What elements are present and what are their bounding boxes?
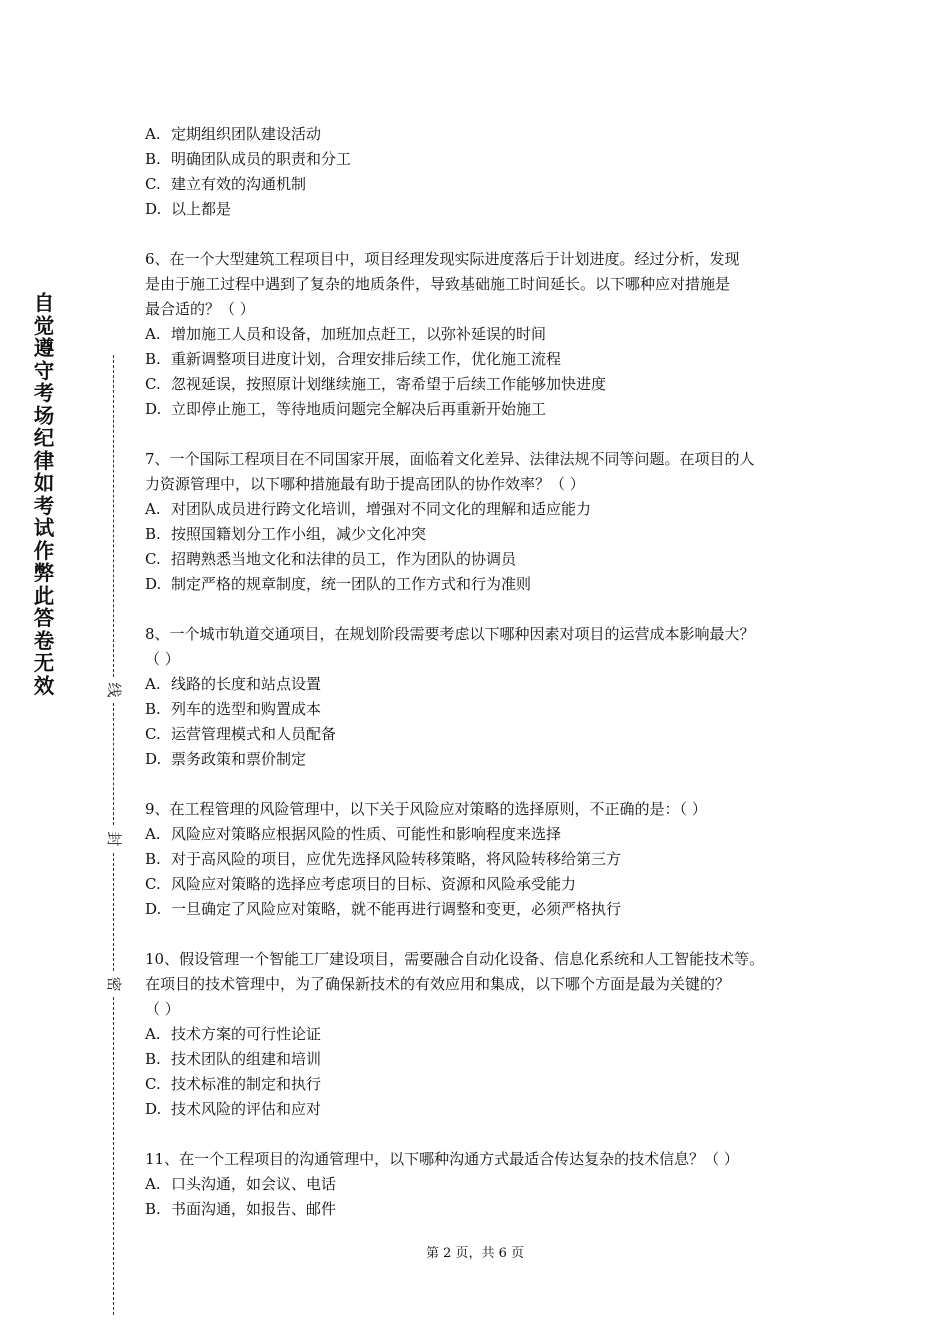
option-letter: A. — [145, 825, 161, 843]
option-letter: C. — [145, 550, 161, 568]
option-text: 重新调整项目进度计划，合理安排后续工作，优化施工流程 — [171, 350, 562, 368]
option-letter: C. — [145, 875, 161, 893]
question-stem — [145, 247, 825, 322]
stem-line: 7、一个国际工程项目在不同国家开展，面临着文化差异、法律法规不同等问题。在项目的人 — [145, 450, 755, 468]
option-line — [145, 672, 825, 697]
option-line — [145, 897, 825, 922]
option-text: 增加施工人员和设备，加班加点赶工，以弥补延误的时间 — [171, 325, 547, 343]
option-text: 技术方案的可行性论证 — [171, 1025, 322, 1043]
option-letter: D. — [145, 750, 162, 768]
option-letter: D. — [145, 400, 162, 418]
option-text: 对于高风险的项目，应优先选择风险转移策略，将风险转移给第三方 — [171, 850, 622, 868]
option-line — [145, 572, 825, 597]
option-text: 书面沟通，如报告、邮件 — [171, 1200, 337, 1218]
option-letter: A. — [145, 500, 161, 518]
option-line — [145, 1097, 825, 1122]
option-text: 招聘熟悉当地文化和法律的员工，作为团队的协调员 — [171, 550, 517, 568]
question-stem — [145, 447, 825, 497]
page-footer: 第 2 页，共 6 页 — [425, 1246, 525, 1261]
option-text: 风险应对策略的选择应考虑项目的目标、资源和风险承受能力 — [171, 875, 577, 893]
option-text: 对团队成员进行跨文化培训，增强对不同文化的理解和适应能力 — [171, 500, 592, 518]
stem-line: 力资源管理中，以下哪种措施最有助于提高团队的协作效率？（ ） — [145, 475, 585, 493]
question-6 — [145, 247, 825, 422]
option-line — [145, 497, 825, 522]
option-line — [145, 872, 825, 897]
option-letter: D. — [145, 200, 162, 218]
stem-line: （ ） — [145, 650, 180, 668]
option-letter: A. — [145, 1175, 161, 1193]
binding-dashed-line — [113, 997, 114, 1315]
option-text: 明确团队成员的职责和分工 — [171, 150, 352, 168]
stem-line: 6、在一个大型建筑工程项目中，项目经理发现实际进度落后于计划进度。经过分析，发现 — [145, 250, 740, 268]
option-text: 票务政策和票价制定 — [171, 750, 307, 768]
question-9 — [145, 797, 825, 922]
option-line — [145, 1022, 825, 1047]
option-letter: B. — [145, 1050, 161, 1068]
option-letter: A. — [145, 1025, 161, 1043]
question-8 — [145, 622, 825, 772]
option-letter: A. — [145, 675, 161, 693]
stem-line: 最合适的？（ ） — [145, 300, 255, 318]
binding-dashed-line — [113, 355, 114, 677]
option-letter: C. — [145, 175, 161, 193]
question-content — [145, 122, 825, 1222]
stem-line: （ ） — [145, 1000, 180, 1018]
question-stem — [145, 947, 825, 1022]
exam-discipline-notice: 自觉遵守考场纪律如考试作弊此答卷无效 — [33, 291, 55, 698]
option-line — [145, 147, 825, 172]
binding-dashed-line — [113, 853, 114, 971]
option-line — [145, 522, 825, 547]
option-line — [145, 822, 825, 847]
stem-line: 在项目的技术管理中，为了确保新技术的有效应用和集成，以下哪个方面是最为关键的？ — [145, 975, 731, 993]
seal-mark-seal: 封 — [104, 829, 124, 849]
option-line — [145, 1047, 825, 1072]
option-line — [145, 547, 825, 572]
question-5-options — [145, 122, 825, 222]
seal-mark-secret: 密 — [104, 974, 124, 994]
question-11 — [145, 1147, 825, 1222]
stem-line: 是由于施工过程中遇到了复杂的地质条件，导致基础施工时间延长。以下哪种应对措施是 — [145, 275, 731, 293]
option-line — [145, 172, 825, 197]
option-text: 口头沟通，如会议、电话 — [171, 1175, 337, 1193]
option-line — [145, 322, 825, 347]
question-stem — [145, 622, 825, 672]
option-letter: B. — [145, 350, 161, 368]
stem-line: 9、在工程管理的风险管理中，以下关于风险应对策略的选择原则，不正确的是：（ ） — [145, 800, 707, 818]
option-line — [145, 122, 825, 147]
option-letter: C. — [145, 375, 161, 393]
option-letter: D. — [145, 1100, 162, 1118]
option-text: 定期组织团队建设活动 — [171, 125, 322, 143]
option-text: 忽视延误，按照原计划继续施工，寄希望于后续工作能够加快进度 — [171, 375, 607, 393]
option-letter: B. — [145, 850, 161, 868]
question-stem — [145, 1147, 825, 1172]
question-stem — [145, 797, 825, 822]
stem-line: 11、在一个工程项目的沟通管理中，以下哪种沟通方式最适合传达复杂的技术信息？（ ） — [145, 1150, 739, 1168]
option-line — [145, 347, 825, 372]
option-text: 一旦确定了风险应对策略，就不能再进行调整和变更，必须严格执行 — [171, 900, 622, 918]
option-line — [145, 847, 825, 872]
option-text: 列车的选型和购置成本 — [171, 700, 322, 718]
option-text: 技术风险的评估和应对 — [171, 1100, 322, 1118]
option-letter: D. — [145, 575, 162, 593]
option-letter: B. — [145, 525, 161, 543]
option-text: 制定严格的规章制度，统一团队的工作方式和行为准则 — [171, 575, 532, 593]
question-7 — [145, 447, 825, 597]
seal-mark-line: 线 — [104, 680, 124, 700]
option-line — [145, 697, 825, 722]
binding-dashed-line — [113, 703, 114, 825]
option-text: 技术团队的组建和培训 — [171, 1050, 322, 1068]
option-letter: D. — [145, 900, 162, 918]
option-line — [145, 747, 825, 772]
option-text: 以上都是 — [171, 200, 232, 218]
option-line — [145, 1197, 825, 1222]
question-10 — [145, 947, 825, 1122]
option-text: 技术标准的制定和执行 — [171, 1075, 322, 1093]
option-letter: A. — [145, 125, 161, 143]
option-line — [145, 1072, 825, 1097]
option-letter: B. — [145, 700, 161, 718]
option-text: 按照国籍划分工作小组，减少文化冲突 — [171, 525, 427, 543]
option-line — [145, 197, 825, 222]
option-letter: A. — [145, 325, 161, 343]
option-line — [145, 397, 825, 422]
option-text: 立即停止施工，等待地质问题完全解决后再重新开始施工 — [171, 400, 547, 418]
option-text: 运营管理模式和人员配备 — [171, 725, 337, 743]
option-line — [145, 722, 825, 747]
option-letter: B. — [145, 1200, 161, 1218]
option-line — [145, 372, 825, 397]
option-line — [145, 1172, 825, 1197]
option-letter: C. — [145, 1075, 161, 1093]
stem-line: 8、一个城市轨道交通项目，在规划阶段需要考虑以下哪种因素对项目的运营成本影响最大？ — [145, 625, 755, 643]
stem-line: 10、假设管理一个智能工厂建设项目，需要融合自动化设备、信息化系统和人工智能技术等。 — [145, 950, 765, 968]
option-text: 风险应对策略应根据风险的性质、可能性和影响程度来选择 — [171, 825, 562, 843]
option-text: 建立有效的沟通机制 — [171, 175, 307, 193]
option-letter: B. — [145, 150, 161, 168]
option-text: 线路的长度和站点设置 — [171, 675, 322, 693]
option-letter: C. — [145, 725, 161, 743]
